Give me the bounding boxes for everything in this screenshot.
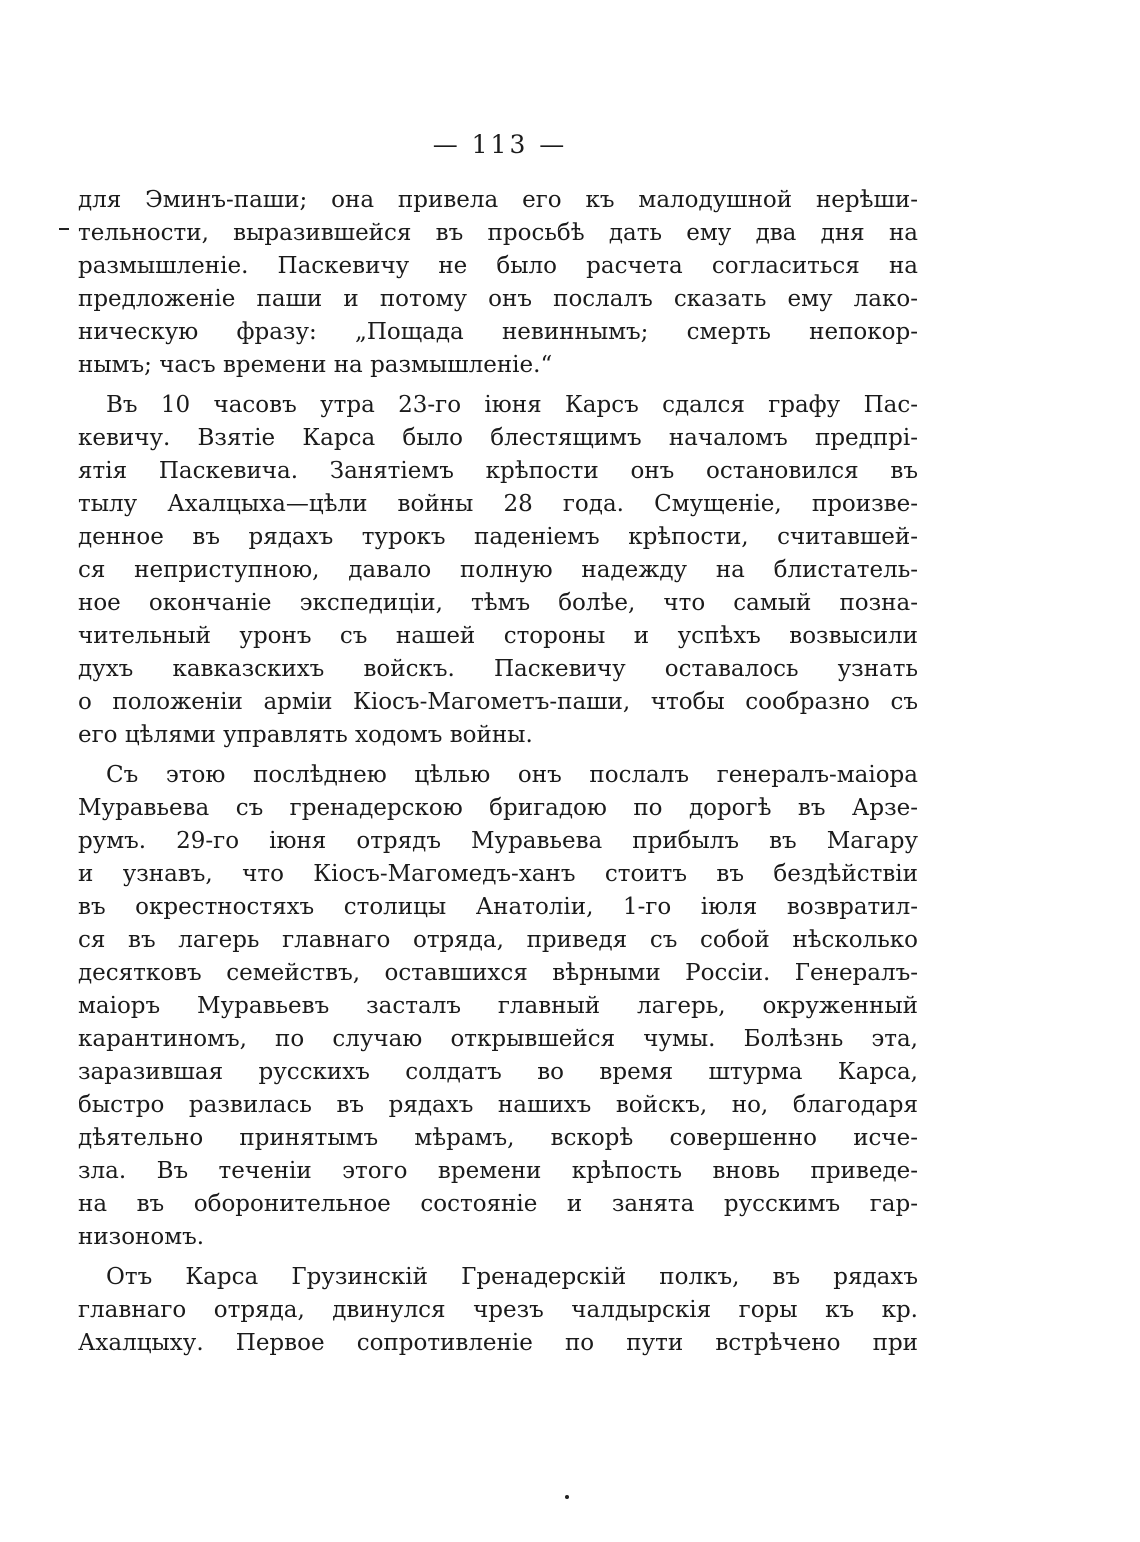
text-line: о положеніи арміи Кіосъ-Магометъ-паши, чтобы сообразно съ bbox=[78, 689, 918, 715]
text-line: на въ оборонительное состояніе и занята русскимъ гар- bbox=[78, 1191, 918, 1217]
text-line: ятія Паскевича. Занятіемъ крѣпости онъ остановился въ bbox=[78, 458, 918, 484]
text-line: тылу Ахалцыха—цѣли войны 28 года. Смущеніе, произве- bbox=[78, 491, 918, 517]
text-line: Отъ Карса Грузинскій Гренадерскій полкъ, въ рядахъ bbox=[106, 1264, 918, 1290]
text-line: зла. Въ теченіи этого времени крѣпость вновь приведе- bbox=[78, 1158, 918, 1184]
text-line: ное окончаніе экспедиціи, тѣмъ болѣе, что самый позна- bbox=[78, 590, 918, 616]
paragraph-2 bbox=[78, 389, 918, 752]
text-line: ся въ лагерь главнаго отряда, приведя съ собой нѣсколько bbox=[78, 927, 918, 953]
text-line: тельности, выразившейся въ просьбѣ дать ему два дня на bbox=[78, 220, 918, 246]
text-line: денное въ рядахъ турокъ паденіемъ крѣпости, считавшей- bbox=[78, 524, 918, 550]
text-line: духъ кавказскихъ войскъ. Паскевичу оставалось узнать bbox=[78, 656, 918, 682]
text-line: ся неприступною, давало полную надежду на блистатель- bbox=[78, 557, 918, 583]
text-line: и узнавъ, что Кіосъ-Магомедъ-ханъ стоитъ въ бездѣйствіи bbox=[78, 861, 918, 887]
page-number: — 113 — bbox=[432, 130, 568, 159]
text-line: ническую фразу: „Пощада невиннымъ; смерть непокор- bbox=[78, 319, 918, 345]
text-line: дѣятельно принятымъ мѣрамъ, вскорѣ совершенно исче- bbox=[78, 1125, 918, 1151]
text-line: Съ этою послѣднею цѣлью онъ послалъ генералъ-маіора bbox=[106, 762, 918, 788]
text-line: низономъ. bbox=[78, 1224, 205, 1250]
body-text bbox=[78, 184, 918, 1360]
text-line: заразившая русскихъ солдатъ во время штурма Карса, bbox=[78, 1059, 918, 1085]
text-line: для Эминъ-паши; она привела его къ малодушной нерѣши- bbox=[78, 187, 918, 213]
paragraph-3 bbox=[78, 759, 918, 1254]
paragraph-1 bbox=[78, 184, 918, 382]
text-line: кевичу. Взятіе Карса было блестящимъ началомъ предпрі- bbox=[78, 425, 918, 451]
paragraph-4 bbox=[78, 1261, 918, 1360]
text-line: Въ 10 часовъ утра 23-го іюня Карсъ сдался графу Пас- bbox=[106, 392, 918, 418]
text-line: главнаго отряда, двинулся чрезъ чалдырскія горы къ кр. bbox=[78, 1297, 918, 1323]
text-line: маіоръ Муравьевъ засталъ главный лагерь, окруженный bbox=[78, 993, 918, 1019]
margin-mark bbox=[59, 228, 69, 230]
text-line: предложеніе паши и потому онъ послалъ сказать ему лако- bbox=[78, 286, 918, 312]
text-line: чительный уронъ съ нашей стороны и успѣхъ возвысили bbox=[78, 623, 918, 649]
text-line: въ окрестностяхъ столицы Анатоліи, 1-го іюля возвратил- bbox=[78, 894, 918, 920]
stray-mark bbox=[565, 1495, 569, 1499]
text-line: быстро развилась въ рядахъ нашихъ войскъ, но, благодаря bbox=[78, 1092, 918, 1118]
text-line: Ахалцыху. Первое сопротивленіе по пути встрѣчено при bbox=[78, 1330, 918, 1356]
text-line: карантиномъ, по случаю открывшейся чумы. Болѣзнь эта, bbox=[78, 1026, 918, 1052]
text-line: Муравьева съ гренадерскою бригадою по дорогѣ въ Арзе- bbox=[78, 795, 918, 821]
text-line: его цѣлями управлять ходомъ войны. bbox=[78, 722, 533, 748]
text-line: десятковъ семействъ, оставшихся вѣрными Россіи. Генералъ- bbox=[78, 960, 918, 986]
text-line: нымъ; часъ времени на размышленіе.“ bbox=[78, 352, 553, 378]
text-line: размышленіе. Паскевичу не было расчета согласиться на bbox=[78, 253, 918, 279]
text-line: румъ. 29-го іюня отрядъ Муравьева прибылъ въ Магару bbox=[78, 828, 918, 854]
